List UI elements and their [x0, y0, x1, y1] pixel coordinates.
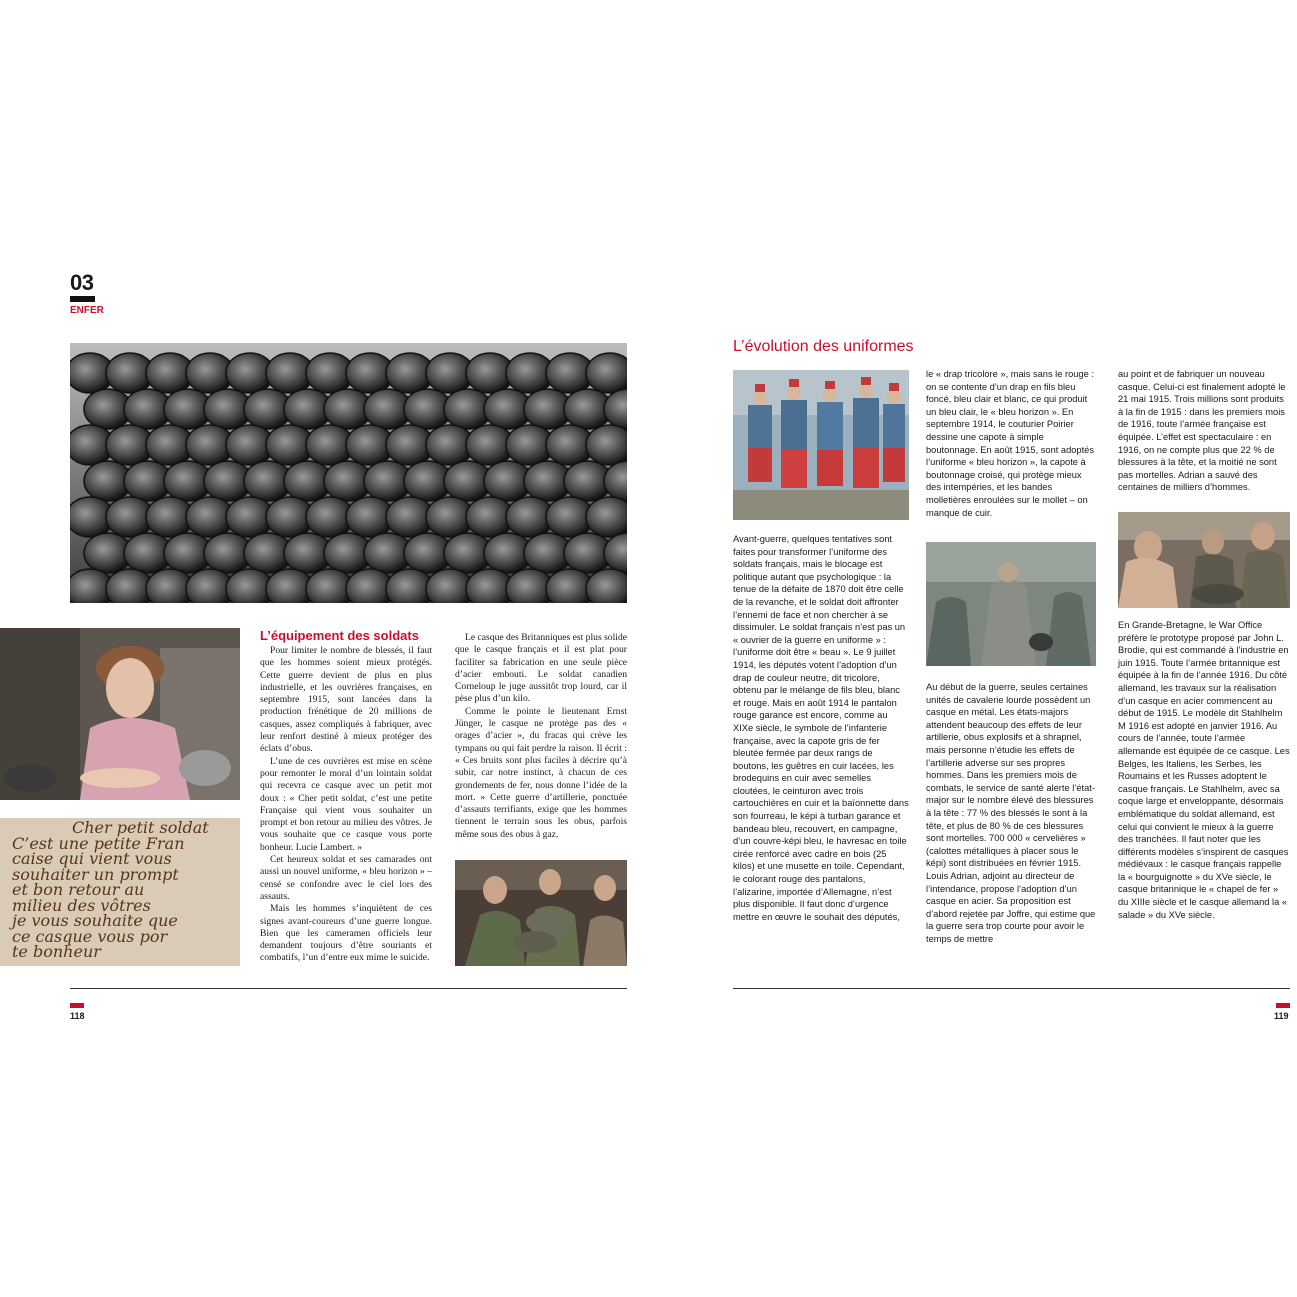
paragraph: le « drap tricolore », mais sans le rouge : on se contente d’un drap en fils bleu foncé, bleu clair et blanc, ce qui produit un bleu clair, le « bleu horizon ». En septembre 1914, le couturier Poirier dessine une capote à simple boutonnage. En août 1915, sont adoptés l’uniforme « bleu horizon », la capote à boutonnage croisé, qui protège mieux des intempéries, et les bandes molletières enroulées sur le mollet – on manque de cuir.	[926, 369, 1095, 518]
letter-line: te bonheur	[12, 942, 101, 961]
right-text-column-2a	[926, 368, 1096, 519]
helmets-stack-photo	[70, 343, 627, 603]
chapter-number: 03	[70, 270, 94, 295]
paragraph: Pour limiter le nombre de blessés, il faut que les hommes soient mieux protégés. Cette guerre devient de plus en plus industrielle, et les ouvrières françaises, en septembre 1915, sont lancées dans la production frénétique de 20 millions de casques, assez compliqués à fabriquer, avec leur renfort destiné à mieux protéger des éclats d’obus.	[260, 645, 432, 755]
paragraph: Au début de la guerre, seules certaines unités de cavalerie lourde possèdent un casque en métal. Les états-majors attendent beaucoup des effets de leur artillerie, obus explosifs et à shrapnel, mais personne n’étudie les effets de l’artillerie adverse sur ses propres hommes. Dans les premiers mois de combats, le service de santé alerte l’état-major sur le nombre élevé des blessures à la tête : 77 % des blessés le sont à la tête, et plus de 80 % de ces blessures sont mortelles. 700 000 « cervelières » (calottes métalliques à placer sous le képi) sont distribuées en février 1915. Louis Adrian, adjoint au directeur de l’intendance, propose l’adoption d’un casque en acier. Sa proposition est d’abord rejetée par Joffre, qui estime que la guerre sera trop courte pour avoir le temps de mettre	[926, 682, 1096, 944]
letter-lines	[12, 820, 209, 960]
helmets-illustration	[70, 343, 627, 603]
letter-line: ce casque vous por	[12, 926, 168, 946]
letter-line: et bon retour au	[12, 880, 145, 899]
letter-line: C’est une petite Fran	[12, 833, 185, 853]
soldiers-helmets-photo	[455, 860, 627, 966]
left-text-column-1	[260, 645, 432, 965]
letter-line: je vous souhaite que	[12, 911, 178, 930]
chapter-bar	[70, 296, 95, 302]
left-text-column-2	[455, 632, 627, 841]
helmet-shape	[586, 497, 627, 537]
paragraph: En Grande-Bretagne, le War Office préfère le prototype proposé par John L. Brodie, qui est commandé à l’industrie en juin 1915. Toute l’armée britannique est équipée à la fin de l’année 1916. Du côté allemand, les travaux sur la réalisation d’un casque en acier commencent au début de 1915. Le modèle dit Stahlhelm M 1916 est adopté en janvier 1916. Au cours de l’année, toute l’armée allemande est équipée de ce casque. Les Belges, les Italiens, les Serbes, les Roumains et les Russes adoptent le casque français. Le Stahlhelm, avec sa coque large et enveloppante, désormais emblématique du soldat allemand, est celui qui convient le mieux à la guerre des tranchées. Il faut noter que les différents modèles s’inspirent de casques médiévaux : le casque français rappelle la « bourguignotte » du XVe siècle, le casque britannique le « chapel de fer » du XIIIe siècle et le casque allemand la « salade » du XVe siècle.	[1118, 620, 1290, 920]
right-text-column-2b	[926, 681, 1096, 945]
paragraph: Mais les hommes s’inquiètent de ces signes avant-coureurs d’une guerre longue. Bien que les cameramen officiels leur demandent toujours d’être souriants et combatifs, l’un d’entre eux mime le suicide.	[260, 903, 432, 964]
section-title-equipment: L’équipement des soldats	[260, 628, 419, 643]
soldiers-with-helmets-photo	[1118, 512, 1290, 608]
footer-rule-right	[733, 988, 1290, 989]
handwritten-letter-photo	[0, 818, 240, 966]
soldier-salute-photo	[926, 542, 1096, 666]
paragraph: Comme le pointe le lieutenant Ernst Jünger, le casque ne protège pas des « orages d’acier », du fracas qui crève les tympans ou qui fait perdre la raison. Il écrit : « Ces bruits sont plus faciles à décrire qu’à subir, car notre instinct, à chacun de ces grondements de fer, nous donne l’idée de la mort. » Cette guerre d’artillerie, ponctuée d’assauts terrifiants, exige que les hommes tiennent le terrain sous les obus, parfois même sous des obus à gaz.	[455, 705, 627, 840]
marching-soldiers-photo	[733, 370, 909, 520]
paragraph: L’une de ces ouvrières est mise en scène pour remonter le moral d’un lointain soldat qui recevra ce casque avec un petit mot doux : « Cher petit soldat, c’est une petite Française qui vient vous souhaiter un prompt et bon retour au milieu des vôtres. Je vous souhaite que ce casque vous porte bonheur. Lucie Lambert. »	[260, 755, 432, 853]
right-text-column-1	[733, 533, 909, 923]
page-number-left: 118	[70, 1011, 85, 1021]
worker-woman-photo	[0, 628, 240, 800]
paragraph: au point et de fabriquer un nouveau casque. Celui-ci est finalement adopté le 21 mai 1915. Trois millions sont produits à la fin de 1915 : dans les premiers mois de 1916, toute l’armée française est équipée. L’effet est spectaculaire : en 1916, on ne compte plus que 22 % de blessures à la tête, et la moitié ne sont pas mortelles. Adrian a sauvé des centaines de milliers d’hommes.	[1118, 369, 1286, 493]
helmet-shape	[586, 425, 627, 465]
paragraph: Cet heureux soldat et ses camarades ont aussi un nouvel uniforme, « bleu horizon » – censé se confondre avec le ciel lors des assauts.	[260, 854, 432, 902]
section-title-uniforms: L’évolution des uniformes	[733, 338, 914, 355]
helmet-shape	[586, 353, 627, 393]
paragraph: Avant-guerre, quelques tentatives sont faites pour transformer l’uniforme des soldats français, mais le blocage est politique autant que psychologique : la tenue de la défaite de 1870 doit être celle de la revanche, et le soldat doit affronter l’ennemi de face et non chercher à se dissimuler. Le soldat français n’est pas un « ouvrier de la guerre en uniforme » : l’uniforme doit être « beau ». Le 9 juillet 1914, les députés votent l’adoption d’un drap de couleur neutre, dit tricolore, obtenu par le mélange de fils bleu, blanc et rouge. Mais en août 1914 le pantalon rouge garance est encore, comme au XIXe siècle, le symbole de l’infanterie française, avec la capote gris de fer bleutée fermée par deux rangs de boutons, les guêtres en cuir lacées, les brodequins en cuir avec semelles cloutées, le ceinturon avec trois cartouchières en cuir et la baïonnette dans son fourreau, le képi à turban garance et bandeau bleu, recouvert, en campagne, d’un couvre-képi bleu, le havresac en toile cirée renforcé avec cadre en bois (25 kilos) et une musette en toile. Cependant, le colorant rouge des pantalons, l’alizarine, importée d’Allemagne, n’est plus disponible. Il faut donc d’urgence mettre en œuvre le souhait des députés,	[733, 534, 909, 922]
chapter-label: ENFER	[70, 305, 104, 316]
page-marker-left	[70, 1003, 84, 1008]
letter-line: caise qui vient vous	[12, 849, 172, 868]
paragraph: Le casque des Britanniques est plus solide que le casque français et il est plat pour faciliter sa fabrication en une seule pièce d’acier embouti. Le soldat canadien Corneloup le juge aussitôt trop lourd, car il pèse plus d’un kilo.	[455, 632, 627, 705]
right-text-column-3b	[1118, 619, 1290, 921]
right-text-column-3a	[1118, 368, 1290, 494]
page-marker-right	[1276, 1003, 1290, 1008]
footer-rule-left	[70, 988, 627, 989]
letter-line: souhaiter un prompt	[12, 864, 179, 884]
page-number-right: 119	[1274, 1011, 1289, 1021]
letter-line: Cher petit soldat	[72, 818, 209, 837]
letter-line: milieu des vôtres	[12, 895, 151, 915]
